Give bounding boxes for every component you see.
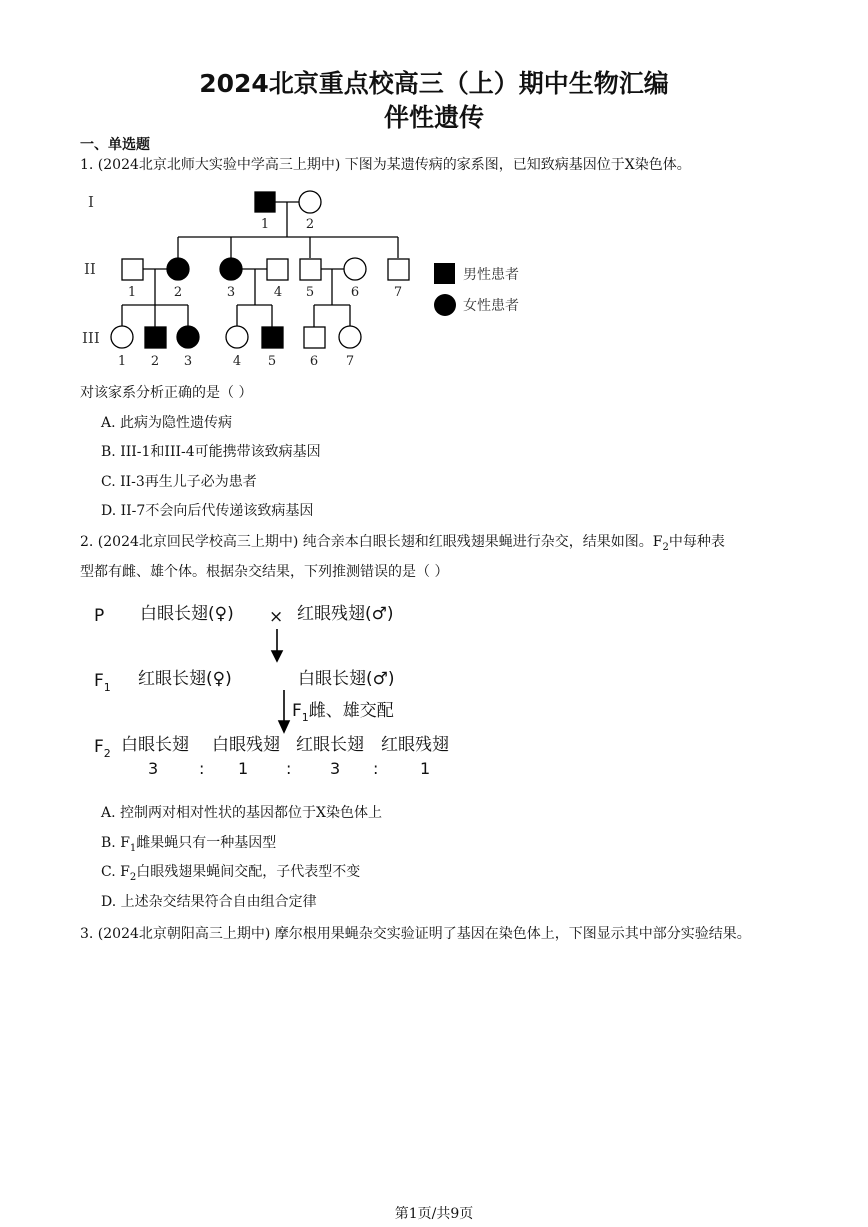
num-II-7: 7: [393, 285, 403, 300]
q1-option-d[interactable]: D. II-7不会向后代传递该致病基因: [101, 503, 314, 519]
q1-option-a[interactable]: A. 此病为隐性遗传病: [101, 415, 233, 431]
legend-male-symbol: [434, 263, 455, 284]
num-III-2: 2: [150, 354, 160, 369]
cross-p-male: 红眼残翅(♂): [297, 604, 394, 624]
legend-female-symbol: [434, 294, 456, 316]
num-III-6: 6: [309, 354, 319, 369]
f2-phenotype-2: 白眼残翅: [212, 735, 280, 755]
q2-stem-line2: 型都有雌、雄个体。根据杂交结果，下列推测错误的是（ ）: [80, 564, 449, 580]
pedigree-II-1-male: [122, 259, 143, 280]
num-II-3: 3: [226, 285, 236, 300]
ratio-colon-3: :: [373, 759, 379, 778]
pedigree-I-2-female: [299, 191, 321, 213]
ratio-colon-2: :: [286, 759, 292, 778]
pedigree-III-4-female: [226, 326, 248, 348]
cross-f2-label: $F_2$: [94, 737, 111, 760]
f2-phenotype-3: 红眼长翅: [296, 735, 364, 755]
q2-option-b[interactable]: B. $F_1$雌果蝇只有一种基因型: [101, 835, 277, 854]
cross-sign: ×: [269, 607, 284, 627]
q2-option-a[interactable]: A. 控制两对相对性状的基因都位于X染色体上: [101, 805, 382, 821]
q1-prompt: 对该家系分析正确的是（ ）: [80, 385, 253, 401]
num-II-4: 4: [273, 285, 283, 300]
q1-option-c[interactable]: C. II-3再生儿子必为患者: [101, 474, 257, 490]
pedigree-III-6-male: [304, 327, 325, 348]
f2-phenotype-4: 红眼残翅: [381, 735, 449, 755]
pedigree-II-5-male: [300, 259, 321, 280]
pedigree-II-6-female: [344, 258, 366, 280]
cross-f1-label: $F_1$: [94, 671, 111, 694]
num-III-5: 5: [267, 354, 277, 369]
pedigree-II-4-male: [267, 259, 288, 280]
num-III-4: 4: [232, 354, 242, 369]
pedigree-III-7-female: [339, 326, 361, 348]
num-III-1: 1: [117, 354, 127, 369]
f2-ratio-1: 3: [148, 759, 159, 778]
pedigree-chart: [0, 180, 868, 410]
document-title: 2024北京重点校高三（上）期中生物汇编: [199, 69, 669, 98]
section-heading: 一、单选题: [80, 137, 150, 153]
f2-ratio-2: 1: [238, 759, 249, 778]
pedigree-I-1-affected-male: [255, 192, 275, 212]
legend-female-label: 女性患者: [463, 298, 519, 314]
cross-f1-female: 红眼长翅(♀): [138, 669, 232, 689]
f2-ratio-4: 1: [420, 759, 431, 778]
pedigree-II-3-affected-female: [220, 258, 242, 280]
cross-p-female: 白眼长翅(♀): [140, 604, 234, 624]
pedigree-III-3-affected-female: [177, 326, 199, 348]
num-I-2: 2: [305, 217, 315, 232]
arrow-head-2: [279, 721, 289, 732]
gen-label-II: II: [84, 260, 96, 278]
q2-option-c[interactable]: C. $F_2$白眼残翅果蝇间交配，子代表型不变: [101, 864, 361, 883]
num-II-1: 1: [127, 285, 137, 300]
q1-stem: 1. (2024北京北师大实验中学高三上期中) 下图为某遗传病的家系图，已知致病基因位于X染色体。: [80, 157, 691, 173]
num-I-1: 1: [260, 217, 270, 232]
q2-stem: 2. (2024北京回民学校高三上期中) 纯合亲本白眼长翅和红眼残翅果蝇进行杂交，结果如图。$F_2$中每种表: [80, 534, 725, 553]
arrow-head-1: [272, 651, 282, 661]
num-III-7: 7: [345, 354, 355, 369]
cross-diagram: [0, 595, 868, 785]
pedigree-II-7-male: [388, 259, 409, 280]
f2-phenotype-1: 白眼长翅: [121, 735, 189, 755]
q2-option-d[interactable]: D. 上述杂交结果符合自由组合定律: [101, 894, 317, 910]
num-II-5: 5: [305, 285, 315, 300]
document-subtitle: 伴性遗传: [383, 103, 484, 132]
pedigree-III-1-female: [111, 326, 133, 348]
q3-stem: 3. (2024北京朝阳高三上期中) 摩尔根用果蝇杂交实验证明了基因在染色体上，下图显示其中部分实验结果。: [80, 926, 751, 942]
cross-f1-mating-note: $F_1$雌、雄交配: [292, 701, 394, 724]
page-footer: 第1页/共9页: [394, 1206, 474, 1222]
num-III-3: 3: [183, 354, 193, 369]
cross-p-label: P: [94, 606, 105, 626]
pedigree-II-2-affected-female: [167, 258, 189, 280]
num-II-6: 6: [350, 285, 360, 300]
f2-ratio-3: 3: [330, 759, 341, 778]
pedigree-III-2-affected-male: [145, 327, 166, 348]
cross-f1-male: 白眼长翅(♂): [298, 669, 395, 689]
legend-male-label: 男性患者: [463, 267, 519, 283]
gen-label-III: III: [82, 329, 100, 347]
num-II-2: 2: [173, 285, 183, 300]
gen-label-I: I: [88, 193, 94, 211]
ratio-colon-1: :: [199, 759, 205, 778]
q1-option-b[interactable]: B. III-1和III-4可能携带该致病基因: [101, 444, 321, 460]
pedigree-III-5-affected-male: [262, 327, 283, 348]
